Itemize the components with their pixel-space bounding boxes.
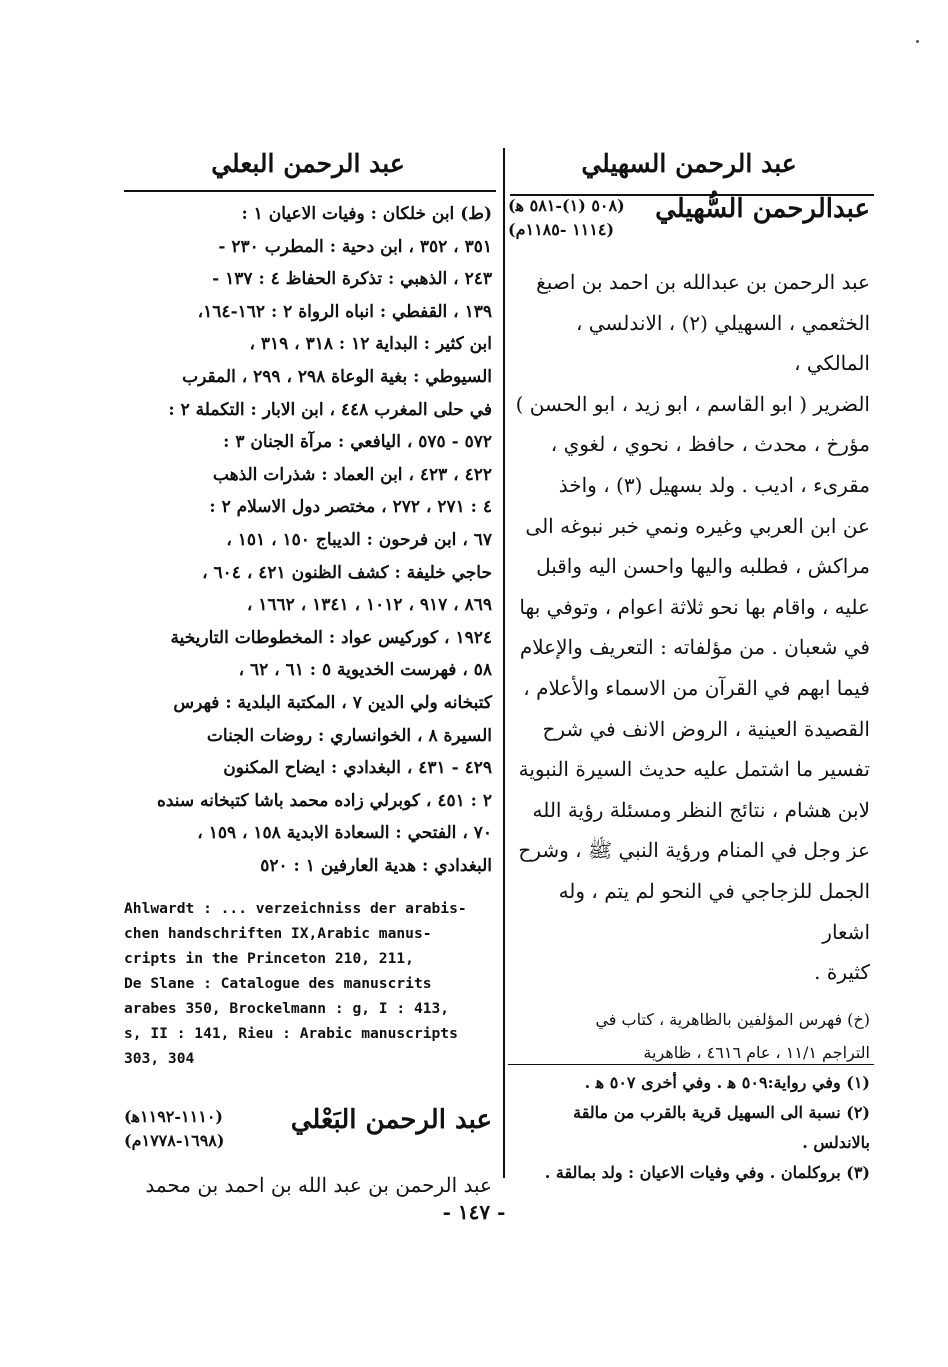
ref-line: في حلى المغرب ٤٤٨ ، ابن الابار : التكملة ٢ : [168,399,492,420]
latin-references [124,896,492,1071]
ref-line: ٣٥١ ، ٣٥٢ ، ابن دحية : المطرب ٢٣٠ - [218,236,492,257]
source-references [124,198,492,882]
manuscript-reference [508,1003,870,1069]
text-line: فيما ابهم في القرآن من الاسماء والأعلام ، [523,675,870,700]
right-column-header: عبد الرحمن السهيلي [581,149,797,178]
latin-line: arabes 350, Brockelmann : g, I : 413, [124,1000,450,1018]
text-line: القصيدة العينية ، الروض الانف في شرح [542,716,870,741]
ref-line: ٤٢٢ ، ٤٢٣ ، ابن العماد : شذرات الذهب [212,464,492,485]
column-divider [503,148,505,1178]
ref-line: السيوطي : بغية الوعاة ٢٩٨ ، ٢٩٩ ، المقرب [182,366,492,387]
ref-line: ٥٧٢ - ٥٧٥ ، اليافعي : مرآة الجنان ٣ : [223,432,492,453]
latin-line: cripts in the Princeton 210, 211, [124,950,414,968]
latin-line: De Slane : Catalogue des manuscrits [124,975,432,993]
ref-line: ٤٢٩ - ٤٣١ ، البغدادي : ايضاح المكنون [223,758,492,779]
ref-line: ابن كثير : البداية ١٢ : ٣١٨ ، ٣١٩ ، [249,334,492,355]
ref-line: ٧٠ ، الفتحي : السعادة الابدية ١٥٨ ، ١٥٩ ، [197,823,492,844]
baali-entry-heading [124,1099,492,1163]
text-line: كثيرة . [814,960,870,985]
dates-hijri: (١١١٠-١١٩٢ﻫ) [124,1107,223,1127]
header-rule-left [124,190,496,192]
entry-name: عبد الرحمن البَعْلي [290,1105,492,1136]
ref-line: (خ) فهرس المؤلفين بالظاهرية ، كتاب في [595,1009,870,1029]
footnote-rule [508,1064,874,1065]
latin-line: chen handschriften IX,Arabic manus- [124,925,432,943]
ref-line: ٢٤٣ ، الذهبي : تذكرة الحفاظ ٤ : ١٣٧ - [212,269,492,290]
text-line: في شعبان . من مؤلفاته : التعريف والإعلام [519,635,870,660]
text-line: عليه ، واقام بها نحو ثلاثة اعوام ، وتوفي بها [519,594,870,619]
entry-dates [124,1105,224,1153]
ref-line: ٨٦٩ ، ٩١٧ ، ١٠١٢ ، ١٣٤١ ، ١٦٦٢ ، [246,595,492,616]
text-line: مؤرخ ، محدث ، حافظ ، نحوي ، لغوي ، [550,432,870,457]
header-rule-right [510,194,874,196]
text-line: لابن هشام ، نتائج النظر ومسئلة رؤية الله [532,797,870,822]
ref-line: ١٣٩ ، القفطي : انباه الرواة ٢ : ١٦٢-١٦٤، [197,301,492,322]
entry-dates [508,194,625,242]
page-number: - ١٤٧ - [442,1200,506,1224]
text-line: عبد الرحمن بن عبد الله بن احمد بن محمد [145,1173,492,1198]
ref-line: ٦٧ ، ابن فرحون : الديباج ١٥٠ ، ١٥١ ، [226,529,492,550]
footnote-line: (٢) نسبة الى السهيل قرية بالقرب من مالقة [573,1103,870,1122]
ref-line: (ط) ابن خلكان : وفيات الاعيان ١ : [241,204,492,224]
text-line: الخثعمي ، السهيلي (٢) ، الاندلسي ، المالكي ، [575,310,870,376]
text-line: مقرىء ، اديب . ولد بسهيل (٣) ، واخذ [558,472,870,497]
scan-speck [916,40,919,43]
latin-line: 303, 304 [124,1050,195,1068]
ref-line: حاجي خليفة : كشف الظنون ٤٢١ ، ٦٠٤ ، [202,562,492,583]
dates-hijri: (٥٠٨ (١)-٥٨١ ﻫ) [508,196,625,215]
ref-line: ١٩٢٤ ، كوركيس عواد : المخطوطات التاريخية [170,627,492,648]
ref-line: ٥٨ ، فهرست الخديوية ٥ : ٦١ ، ٦٢ ، [238,660,492,681]
suhayli-entry-heading [508,188,870,252]
ref-line: ٤ : ٢٧١ ، ٢٧٢ ، مختصر دول الاسلام ٢ : [209,497,492,518]
footnote-line: (١) وفي رواية:٥٠٩ ﻫ . وفي أخرى ٥٠٧ ﻫ . [584,1073,870,1092]
footnote-line: بالاندلس . [802,1133,870,1152]
ref-line: البغدادي : هدية العارفين ١ : ٥٢٠ [260,855,492,876]
text-line: عز وجل في المنام ورؤية النبي ﷺ ، وشرح [518,838,870,863]
text-line: عن ابن العربي وغيره ونمي خبر نبوغه الى [525,513,870,538]
right-column [508,140,870,1069]
text-line: الجمل للزجاجي في النحو لم يتم ، وله اشعار [558,878,870,944]
footnote-line: (٣) بروكلمان . وفي وفيات الاعيان : ولد بمالقة . [544,1163,870,1182]
dates-gregorian: (١١١٤ -١١٨٥م) [508,220,615,239]
ref-line: ٢ : ٤٥١ ، كوبرلي زاده محمد باشا كتبخانه سنده [156,790,492,811]
biography-text [508,262,870,993]
text-line: الضرير ( ابو القاسم ، ابو زيد ، ابو الحسن ) [515,391,870,416]
ref-line: التراجم ١١/١ ، عام ٤٦١٦ ، ظاهرية [643,1042,870,1062]
text-line: مراكش ، فطلبه واليها واحسن اليه واقبل [536,554,870,579]
latin-line: s, II : 141, Rieu : Arabic manuscripts [124,1025,458,1043]
dates-gregorian: (١٦٩٨-١٧٧٨م) [124,1131,225,1151]
ref-line: كتبخانه ولي الدين ٧ ، المكتبة البلدية : فهرس [173,692,492,713]
left-column [124,140,492,1206]
text-line: تفسير ما اشتمل عليه حديث السيرة النبوية [518,757,870,782]
footnotes [508,1068,870,1188]
left-column-header: عبد الرحمن البعلي [211,149,405,178]
latin-line: Ahlwardt : ... verzeichniss der arabis- [124,900,467,918]
ref-line: السيرة ٨ ، الخوانساري : روضات الجنات [206,725,492,746]
text-line: عبد الرحمن بن عبدالله بن احمد بن اصبغ [536,270,870,294]
entry-name: عبدالرحمن السُّهيلي [655,194,870,224]
